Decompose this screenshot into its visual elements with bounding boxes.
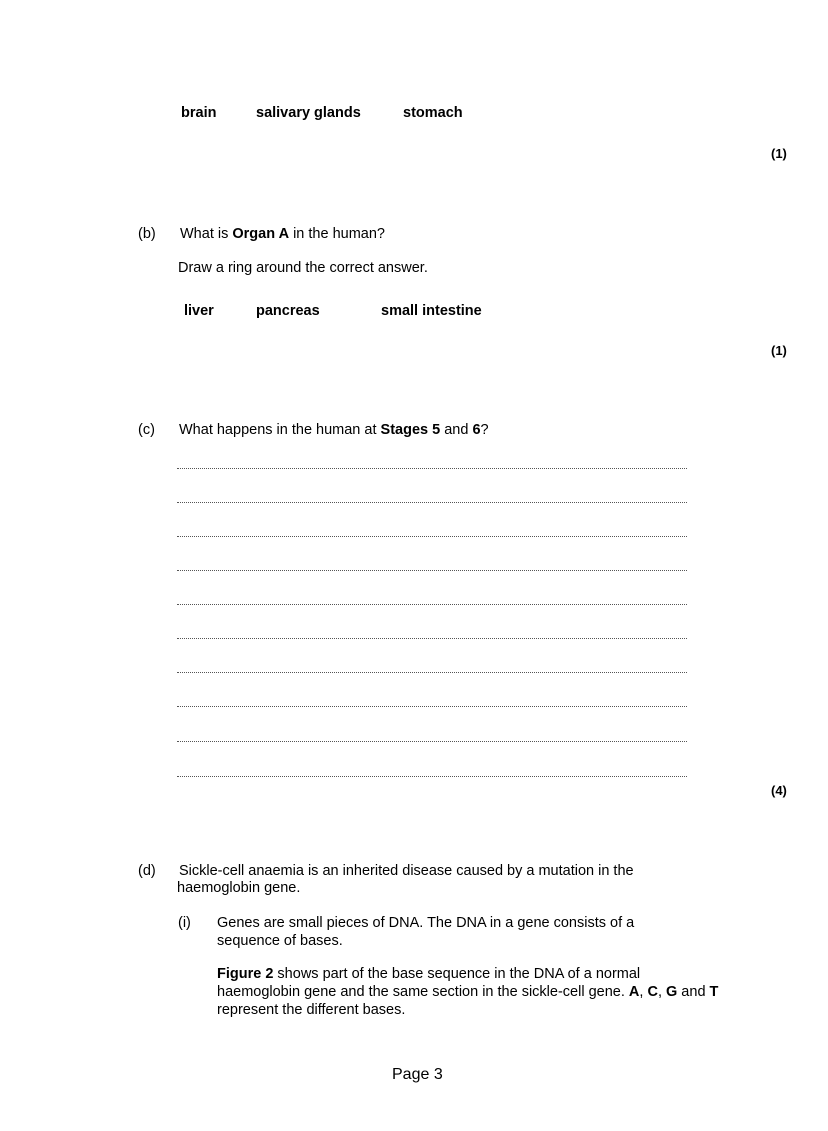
option-brain: brain xyxy=(181,105,217,121)
answer-line[interactable] xyxy=(177,741,687,742)
figure-2-reference: Figure 2 xyxy=(217,966,274,982)
mark-part-b: (1) xyxy=(771,343,787,358)
sub-i-line-1: Genes are small pieces of DNA. The DNA in a gene consists of a xyxy=(217,915,635,931)
option-small-intestine: small intestine xyxy=(381,303,482,319)
option-liver: liver xyxy=(184,303,214,319)
answer-line[interactable] xyxy=(177,502,687,503)
label-sub-i: (i) xyxy=(178,915,191,931)
answer-line[interactable] xyxy=(177,672,687,673)
figure-text-line-2: haemoglobin gene and the same section in the sickle-cell gene. A, C, G and T xyxy=(217,984,719,1000)
option-salivary-glands: salivary glands xyxy=(256,105,361,121)
answer-line[interactable] xyxy=(177,536,687,537)
answer-line[interactable] xyxy=(177,468,687,469)
label-part-b: (b) xyxy=(138,226,156,242)
option-stomach: stomach xyxy=(403,105,463,121)
figure-text-line-1: Figure 2 shows part of the base sequence in the DNA of a normal xyxy=(217,966,641,982)
question-part-c: What happens in the human at Stages 5 and 6? xyxy=(179,422,489,438)
page-number: Page 3 xyxy=(392,1066,443,1083)
answer-line[interactable] xyxy=(177,604,687,605)
answer-line[interactable] xyxy=(177,638,687,639)
figure-text-line-3: represent the different bases. xyxy=(217,1002,406,1018)
question-part-b: What is Organ A in the human? xyxy=(180,226,385,242)
answer-line[interactable] xyxy=(177,570,687,571)
intro-line-2-part-d: haemoglobin gene. xyxy=(177,880,301,896)
sub-i-line-2: sequence of bases. xyxy=(217,933,343,949)
instruction-part-b: Draw a ring around the correct answer. xyxy=(178,260,428,276)
option-pancreas: pancreas xyxy=(256,303,320,319)
answer-line[interactable] xyxy=(177,706,687,707)
mark-part-a: (1) xyxy=(771,146,787,161)
mark-part-c: (4) xyxy=(771,783,787,798)
label-part-d: (d) xyxy=(138,863,156,879)
answer-line[interactable] xyxy=(177,776,687,777)
intro-line-1-part-d: Sickle-cell anaemia is an inherited disease caused by a mutation in the xyxy=(179,863,634,879)
label-part-c: (c) xyxy=(138,422,155,438)
